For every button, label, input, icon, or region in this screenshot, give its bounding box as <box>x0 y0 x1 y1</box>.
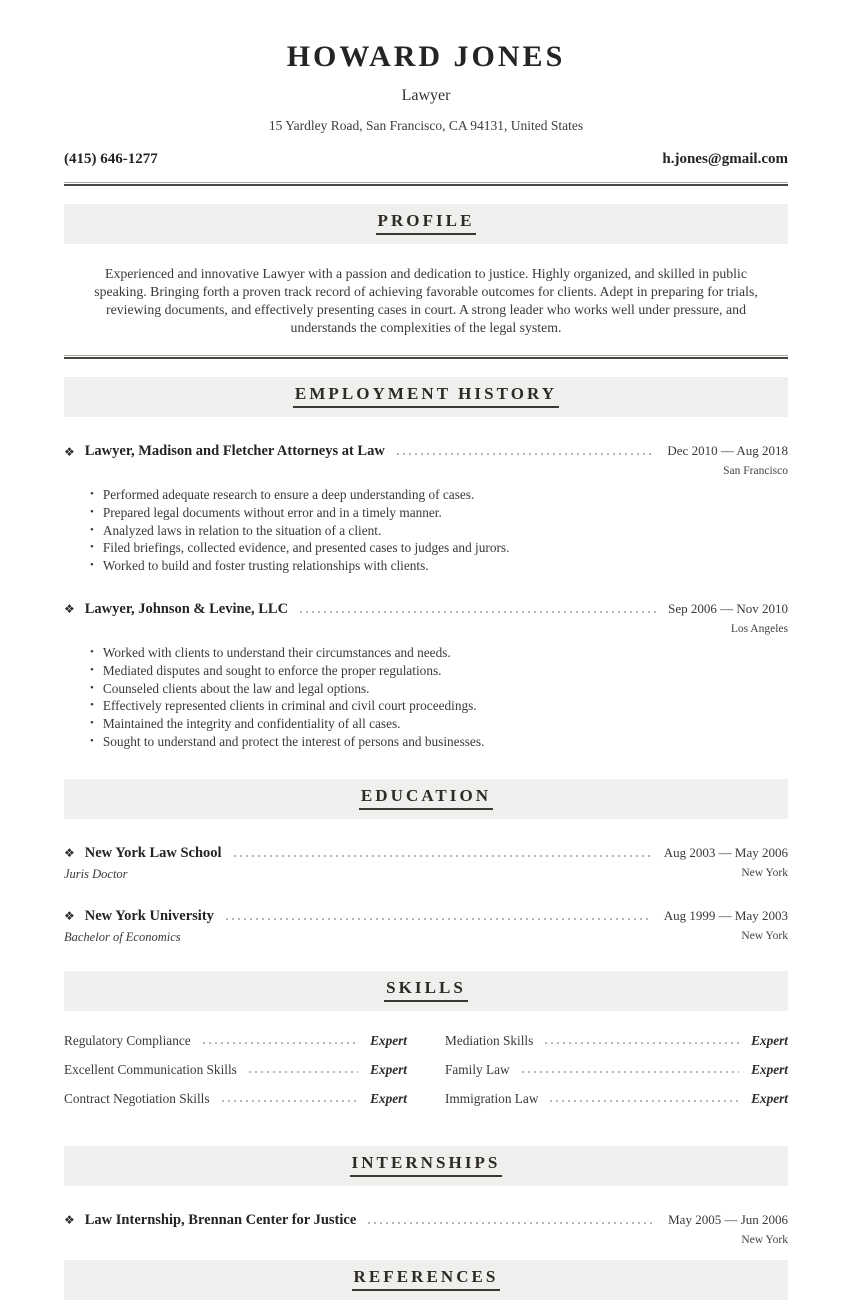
bullet-text: Mediated disputes and sought to enforce the proper regulations. <box>102 662 442 678</box>
bullet-icon: • <box>90 541 94 554</box>
skill-name: Mediation Skills <box>445 1032 534 1048</box>
skill-level: Expert <box>370 1061 407 1077</box>
bullet-icon: • <box>90 559 94 572</box>
degree-name: Juris Doctor <box>64 866 128 881</box>
job-title-text: Lawyer, Johnson & Levine, LLC <box>84 600 289 617</box>
skill-row <box>445 1091 788 1107</box>
bullet-icon: • <box>90 523 94 536</box>
job-dates: Sep 2006 — Nov 2010 <box>668 600 788 616</box>
bullet-icon: • <box>90 663 94 676</box>
section-banner-references <box>64 1260 788 1300</box>
internship-entry <box>64 1212 788 1246</box>
section-banner-internships <box>64 1146 788 1186</box>
internship-title: Law Internship, Brennan Center for Justice <box>84 1211 357 1228</box>
school-dates: Aug 2003 — May 2006 <box>663 844 788 860</box>
skills-grid <box>64 1033 788 1120</box>
school-name: New York University <box>84 907 214 924</box>
bullet-text: Maintained the integrity and confidentiality of all cases. <box>102 716 401 732</box>
divider-double-rule <box>64 355 788 359</box>
bullet-text: Sought to understand and protect the interest of persons and businesses. <box>102 733 485 749</box>
job-bullet <box>90 733 788 751</box>
person-name: HOWARD JONES <box>286 40 566 73</box>
entry-head <box>64 908 788 925</box>
dotted-leader <box>300 611 656 613</box>
skill-row <box>64 1062 407 1078</box>
skill-level: Expert <box>751 1090 788 1106</box>
degree-name: Bachelor of Economics <box>64 929 181 944</box>
bullet-text: Filed briefings, collected evidence, and presented cases to judges and jurors. <box>102 540 510 556</box>
school-name: New York Law School <box>84 844 222 861</box>
dotted-leader <box>545 1042 739 1044</box>
skill-row <box>64 1033 407 1049</box>
skill-level: Expert <box>370 1032 407 1048</box>
bullet-text: Worked to build and foster trusting relationships with clients. <box>102 558 429 574</box>
section-heading-skills: SKILLS <box>384 978 468 1002</box>
job-bullet <box>90 557 788 575</box>
job-bullet <box>90 715 788 733</box>
divider-double-rule <box>64 182 788 186</box>
entry-sub <box>64 930 788 945</box>
job-bullet <box>90 486 788 504</box>
bullet-icon: • <box>90 681 94 694</box>
skill-name: Regulatory Compliance <box>64 1032 191 1048</box>
skill-name: Contract Negotiation Skills <box>64 1090 210 1106</box>
job-bullet <box>90 697 788 715</box>
bullet-text: Prepared legal documents without error and in a timely manner. <box>102 504 442 520</box>
entry-sub <box>64 1234 788 1246</box>
skill-row <box>64 1091 407 1107</box>
bullet-text: Effectively represented clients in criminal and civil court proceedings. <box>102 698 477 714</box>
entry-sub <box>64 867 788 882</box>
section-heading-profile: PROFILE <box>376 211 477 235</box>
bullet-text: Analyzed laws in relation to the situation of a client. <box>102 522 382 538</box>
skills-column-left <box>64 1033 407 1120</box>
email-address: h.jones@gmail.com <box>662 151 788 167</box>
school-location: New York <box>741 929 788 942</box>
job-dates: Dec 2010 — Aug 2018 <box>667 443 788 458</box>
skill-level: Expert <box>751 1061 788 1077</box>
school-location: New York <box>741 866 788 879</box>
entry-head <box>64 845 788 862</box>
entry-head <box>64 601 788 618</box>
job-bullet-list <box>90 644 788 751</box>
dotted-leader <box>226 918 652 920</box>
job-bullet <box>90 504 788 522</box>
bullet-icon: • <box>90 488 94 500</box>
entry-sub <box>64 623 788 635</box>
bullet-icon: • <box>90 734 94 747</box>
person-address: 15 Yardley Road, San Francisco, CA 94131, United States <box>268 118 584 133</box>
internship-dates: May 2005 — Jun 2006 <box>668 1211 788 1227</box>
section-banner-employment <box>64 377 788 417</box>
employment-entry <box>64 601 788 751</box>
section-banner-profile <box>64 204 788 244</box>
entry-marker-icon: ❖ <box>64 602 75 617</box>
skill-row <box>445 1062 788 1078</box>
section-banner-education <box>64 779 788 819</box>
section-heading-internships: INTERNSHIPS <box>350 1153 503 1177</box>
skill-name: Immigration Law <box>445 1090 539 1106</box>
entry-head <box>64 1212 788 1229</box>
entry-sub <box>64 465 788 477</box>
section-banner-skills <box>64 971 788 1011</box>
job-bullet-list <box>90 486 788 575</box>
dotted-leader <box>397 453 656 455</box>
job-title-text: Lawyer, Madison and Fletcher Attorneys at Law <box>84 443 385 459</box>
dotted-leader <box>222 1100 359 1102</box>
skill-name: Family Law <box>445 1061 510 1077</box>
internship-location: New York <box>741 1233 788 1246</box>
dotted-leader <box>368 1222 656 1224</box>
entry-marker-icon: ❖ <box>64 909 75 924</box>
job-bullet <box>90 680 788 698</box>
entry-marker-icon: ❖ <box>64 846 75 861</box>
entry-marker-icon: ❖ <box>64 444 75 459</box>
bullet-icon: • <box>90 645 94 658</box>
section-heading-references: REFERENCES <box>352 1267 501 1291</box>
skill-name: Excellent Communication Skills <box>64 1061 237 1077</box>
skill-level: Expert <box>751 1032 788 1048</box>
dotted-leader <box>550 1100 739 1102</box>
section-heading-education: EDUCATION <box>359 786 493 810</box>
skill-level: Expert <box>370 1090 407 1106</box>
job-bullet <box>90 539 788 557</box>
dotted-leader <box>203 1042 358 1044</box>
education-entry <box>64 845 788 882</box>
profile-summary: Experienced and innovative Lawyer with a passion and dedication to justice. Highly organized, and skilled in public speaking. Bringing forth a proven track record of achieving favorable outcomes for clients. Adept in preparing for trials, reviewing documents, and effectively presenting cases in court. A strong leader who works well under pressure, and understands the complexities of the legal system. <box>94 266 758 335</box>
bullet-icon: • <box>90 699 94 712</box>
school-dates: Aug 1999 — May 2003 <box>663 907 788 923</box>
job-location: Los Angeles <box>730 622 788 635</box>
education-entry <box>64 908 788 945</box>
bullet-text: Worked with clients to understand their circumstances and needs. <box>102 644 451 660</box>
skills-column-right <box>445 1033 788 1120</box>
section-heading-employment: EMPLOYMENT HISTORY <box>293 384 559 408</box>
skill-row <box>445 1033 788 1049</box>
phone-number: (415) 646-1277 <box>64 151 158 167</box>
contact-row <box>64 151 788 168</box>
job-bullet <box>90 522 788 540</box>
job-bullet <box>90 644 788 662</box>
dotted-leader <box>522 1071 739 1073</box>
bullet-icon: • <box>90 717 94 730</box>
dotted-leader <box>234 855 652 857</box>
job-location: San Francisco <box>723 465 788 477</box>
dotted-leader <box>249 1071 358 1073</box>
bullet-text: Performed adequate research to ensure a deep understanding of cases. <box>102 487 475 502</box>
entry-marker-icon: ❖ <box>64 1213 75 1228</box>
entry-head <box>64 443 788 460</box>
bullet-text: Counseled clients about the law and legal options. <box>102 680 370 696</box>
bullet-icon: • <box>90 505 94 518</box>
employment-entry <box>64 443 788 575</box>
person-job-title: Lawyer <box>401 87 451 104</box>
job-bullet <box>90 662 788 680</box>
